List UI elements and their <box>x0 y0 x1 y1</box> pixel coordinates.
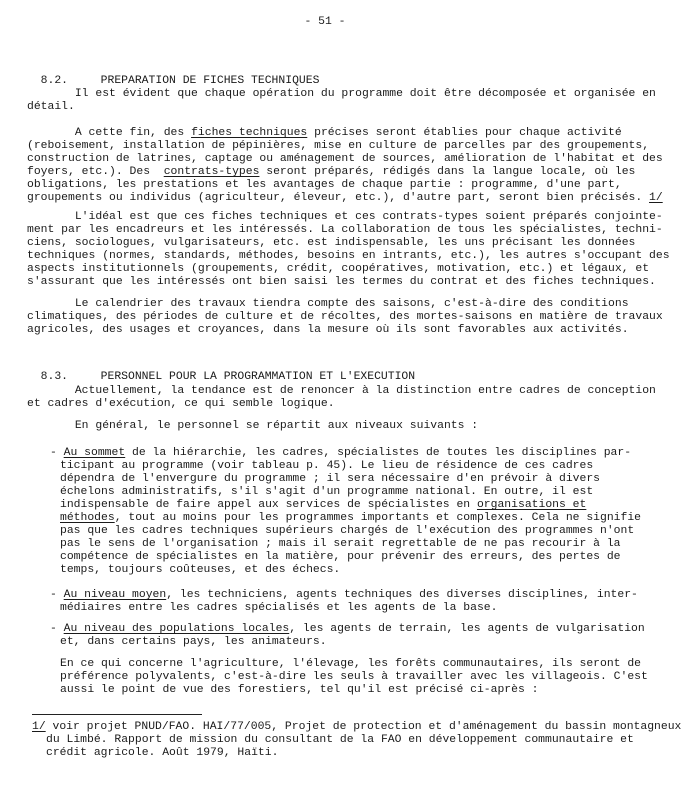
text-line: ment par les encadreurs et les intéressés. La collaboration de tous les spécialistes, techni- <box>27 224 663 236</box>
text-span: groupements ou individus (agriculteur, éleveur, etc.), d'autre part, seront bien précisés. <box>27 192 650 204</box>
text-line <box>50 623 645 636</box>
text-line: aussi le point de vue des forestiers, tel qu'il est précisé ci-après : <box>60 684 539 696</box>
text-span: foyers, etc.). Des <box>27 166 164 178</box>
text-line <box>27 166 663 179</box>
text-line: temps, toujours coûteuses, et des échecs. <box>60 564 341 576</box>
bullet-populations-locales <box>50 623 645 649</box>
text-line: compétence de spécialistes en la matière, pour prévenir des erreurs, des pertes de <box>60 551 621 563</box>
text-line <box>27 127 663 140</box>
footnote <box>32 721 681 760</box>
paragraph-ideal <box>27 211 670 289</box>
text-line: crédit agricole. Août 1979, Haïti. <box>46 747 279 759</box>
text-span: indispensable de faire appel aux services de spécialistes en <box>60 499 477 511</box>
text-span: voir projet PNUD/FAO. HAI/77/005, Projet de protection et d'aménagement du bassin montagneux <box>45 721 681 733</box>
text-line: techniques (normes, standards, méthodes, besoins en intrants, etc.), les autres s'occupant des <box>27 250 670 262</box>
bullet-dash: - <box>50 589 64 601</box>
text-line <box>50 447 641 460</box>
text-span: , les techniciens, agents techniques des diverses disciplines, inter- <box>166 589 638 601</box>
text-span: A cette fin, des <box>27 127 192 139</box>
text-line <box>27 192 663 205</box>
text-line: Il est évident que chaque opération du programme doit être décomposée et organisée en <box>27 88 656 100</box>
underlined-term: Au niveau des populations locales <box>63 623 290 635</box>
text-line: L'idéal est que ces fiches techniques et ces contrats-types soient préparés conjointe- <box>27 211 663 223</box>
section-title: PERSONNEL POUR LA PROGRAMMATION ET L'EXECUTION <box>100 371 416 383</box>
text-line: et, dans certains pays, les animateurs. <box>60 636 327 648</box>
text-line: (reboisement, installation de pépinières, mise en culture de parcelles par des groupements, <box>27 140 650 152</box>
text-line: Le calendrier des travaux tiendra compte des saisons, c'est-à-dire des conditions <box>27 298 629 310</box>
text-span: seront préparés, rédigés dans la langue locale, où les <box>259 166 636 178</box>
text-line: agricoles, des usages et croyances, dans la mesure où ils sont favorables aux activités. <box>27 324 629 336</box>
text-line: En général, le personnel se répartit aux niveaux suivants : <box>27 420 479 432</box>
paragraph-agriculture <box>60 658 648 697</box>
text-span: précises seront établies pour chaque activité <box>307 127 622 139</box>
text-line: détail. <box>27 101 75 113</box>
text-line: climatiques, des périodes de culture et de récoltes, des mortes-saisons en matière de travaux <box>27 311 663 323</box>
text-line: En ce qui concerne l'agriculture, l'élevage, les forêts communautaires, ils seront de <box>60 658 642 670</box>
text-line <box>50 499 641 512</box>
text-span: , les agents de terrain, les agents de vulgarisation <box>289 623 645 635</box>
text-line: dépendra de l'envergure du programme ; il sera nécessaire d'en prévoir à divers <box>60 473 601 485</box>
underlined-term: méthodes <box>60 512 115 524</box>
text-span: , tout au moins pour les programmes importants et complexes. Cela ne signifie <box>114 512 642 524</box>
section-heading-8-2 <box>27 62 319 88</box>
section-number: 8.2. <box>40 75 69 87</box>
paragraph-fiches-techniques <box>27 127 663 205</box>
bullet-au-sommet <box>50 447 641 577</box>
paragraph-8-2-intro <box>27 88 656 114</box>
text-line <box>32 721 681 734</box>
text-line <box>50 589 638 602</box>
section-number: 8.3. <box>40 371 69 383</box>
text-line: ticipant au programme (voir tableau p. 45). Le lieu de résidence de ces cadres <box>60 460 594 472</box>
paragraph-calendrier <box>27 298 663 337</box>
text-line: obligations, les prestations et les avantages de chaque partie : programme, d'une part, <box>27 179 622 191</box>
underlined-term: Au niveau moyen <box>63 589 167 601</box>
text-line <box>50 512 641 525</box>
paragraph-actuellement <box>27 385 656 411</box>
text-line: préférence polyvalents, c'est-à-dire les seuls à travailler avec les villageois. C'est <box>60 671 648 683</box>
text-line: du Limbé. Rapport de mission du consultant de la FAO en développement communautaire et <box>46 734 634 746</box>
section-title: PREPARATION DE FICHES TECHNIQUES <box>100 75 320 87</box>
text-line: pas que les cadres techniques supérieurs chargés de l'exécution des programmes n'ont <box>60 525 635 537</box>
text-line: s'assurant que les intéressés ont bien saisi les termes du contrat et des fiches techniques. <box>27 276 656 288</box>
text-line: échelons administratifs, s'il s'agit d'un programme national. En outre, il est <box>60 486 594 498</box>
bullet-niveau-moyen <box>50 589 638 615</box>
text-span: de la hiérarchie, les cadres, spécialistes de toutes les disciplines par- <box>125 447 632 459</box>
text-line: médiaires entre les cadres spécialisés et les agents de la base. <box>60 602 498 614</box>
section-heading-8-3 <box>27 358 415 384</box>
underlined-term: organisations et <box>476 499 587 511</box>
footnote-separator <box>32 714 202 715</box>
text-line: Actuellement, la tendance est de renoncer à la distinction entre cadres de conception <box>27 385 656 397</box>
text-line: et cadres d'exécution, ce qui semble logique. <box>27 398 335 410</box>
paragraph-en-general <box>27 420 478 433</box>
page-number: - 51 - <box>304 16 346 28</box>
text-line: aspects institutionnels (groupements, crédit, coopératives, motivation, etc.) et légaux, et <box>27 263 650 275</box>
underlined-term: Au sommet <box>63 447 126 459</box>
bullet-dash: - <box>50 447 64 459</box>
footnote-marker: 1/ <box>32 721 46 733</box>
bullet-dash: - <box>50 623 64 635</box>
text-line: ciens, sociologues, vulgarisateurs, etc. est indispensable, les uns précisant les données <box>27 237 636 249</box>
text-line: pas le sens de l'organisation ; mais il serait regrettable de ne pas recourir à la <box>60 538 621 550</box>
footnote-reference[interactable]: 1/ <box>649 192 663 204</box>
underlined-term: fiches techniques <box>191 127 308 139</box>
text-line: construction de latrines, captage ou aménagement de sources, amélioration de l'habitat et des <box>27 153 663 165</box>
underlined-term: contrats-types <box>163 166 260 178</box>
